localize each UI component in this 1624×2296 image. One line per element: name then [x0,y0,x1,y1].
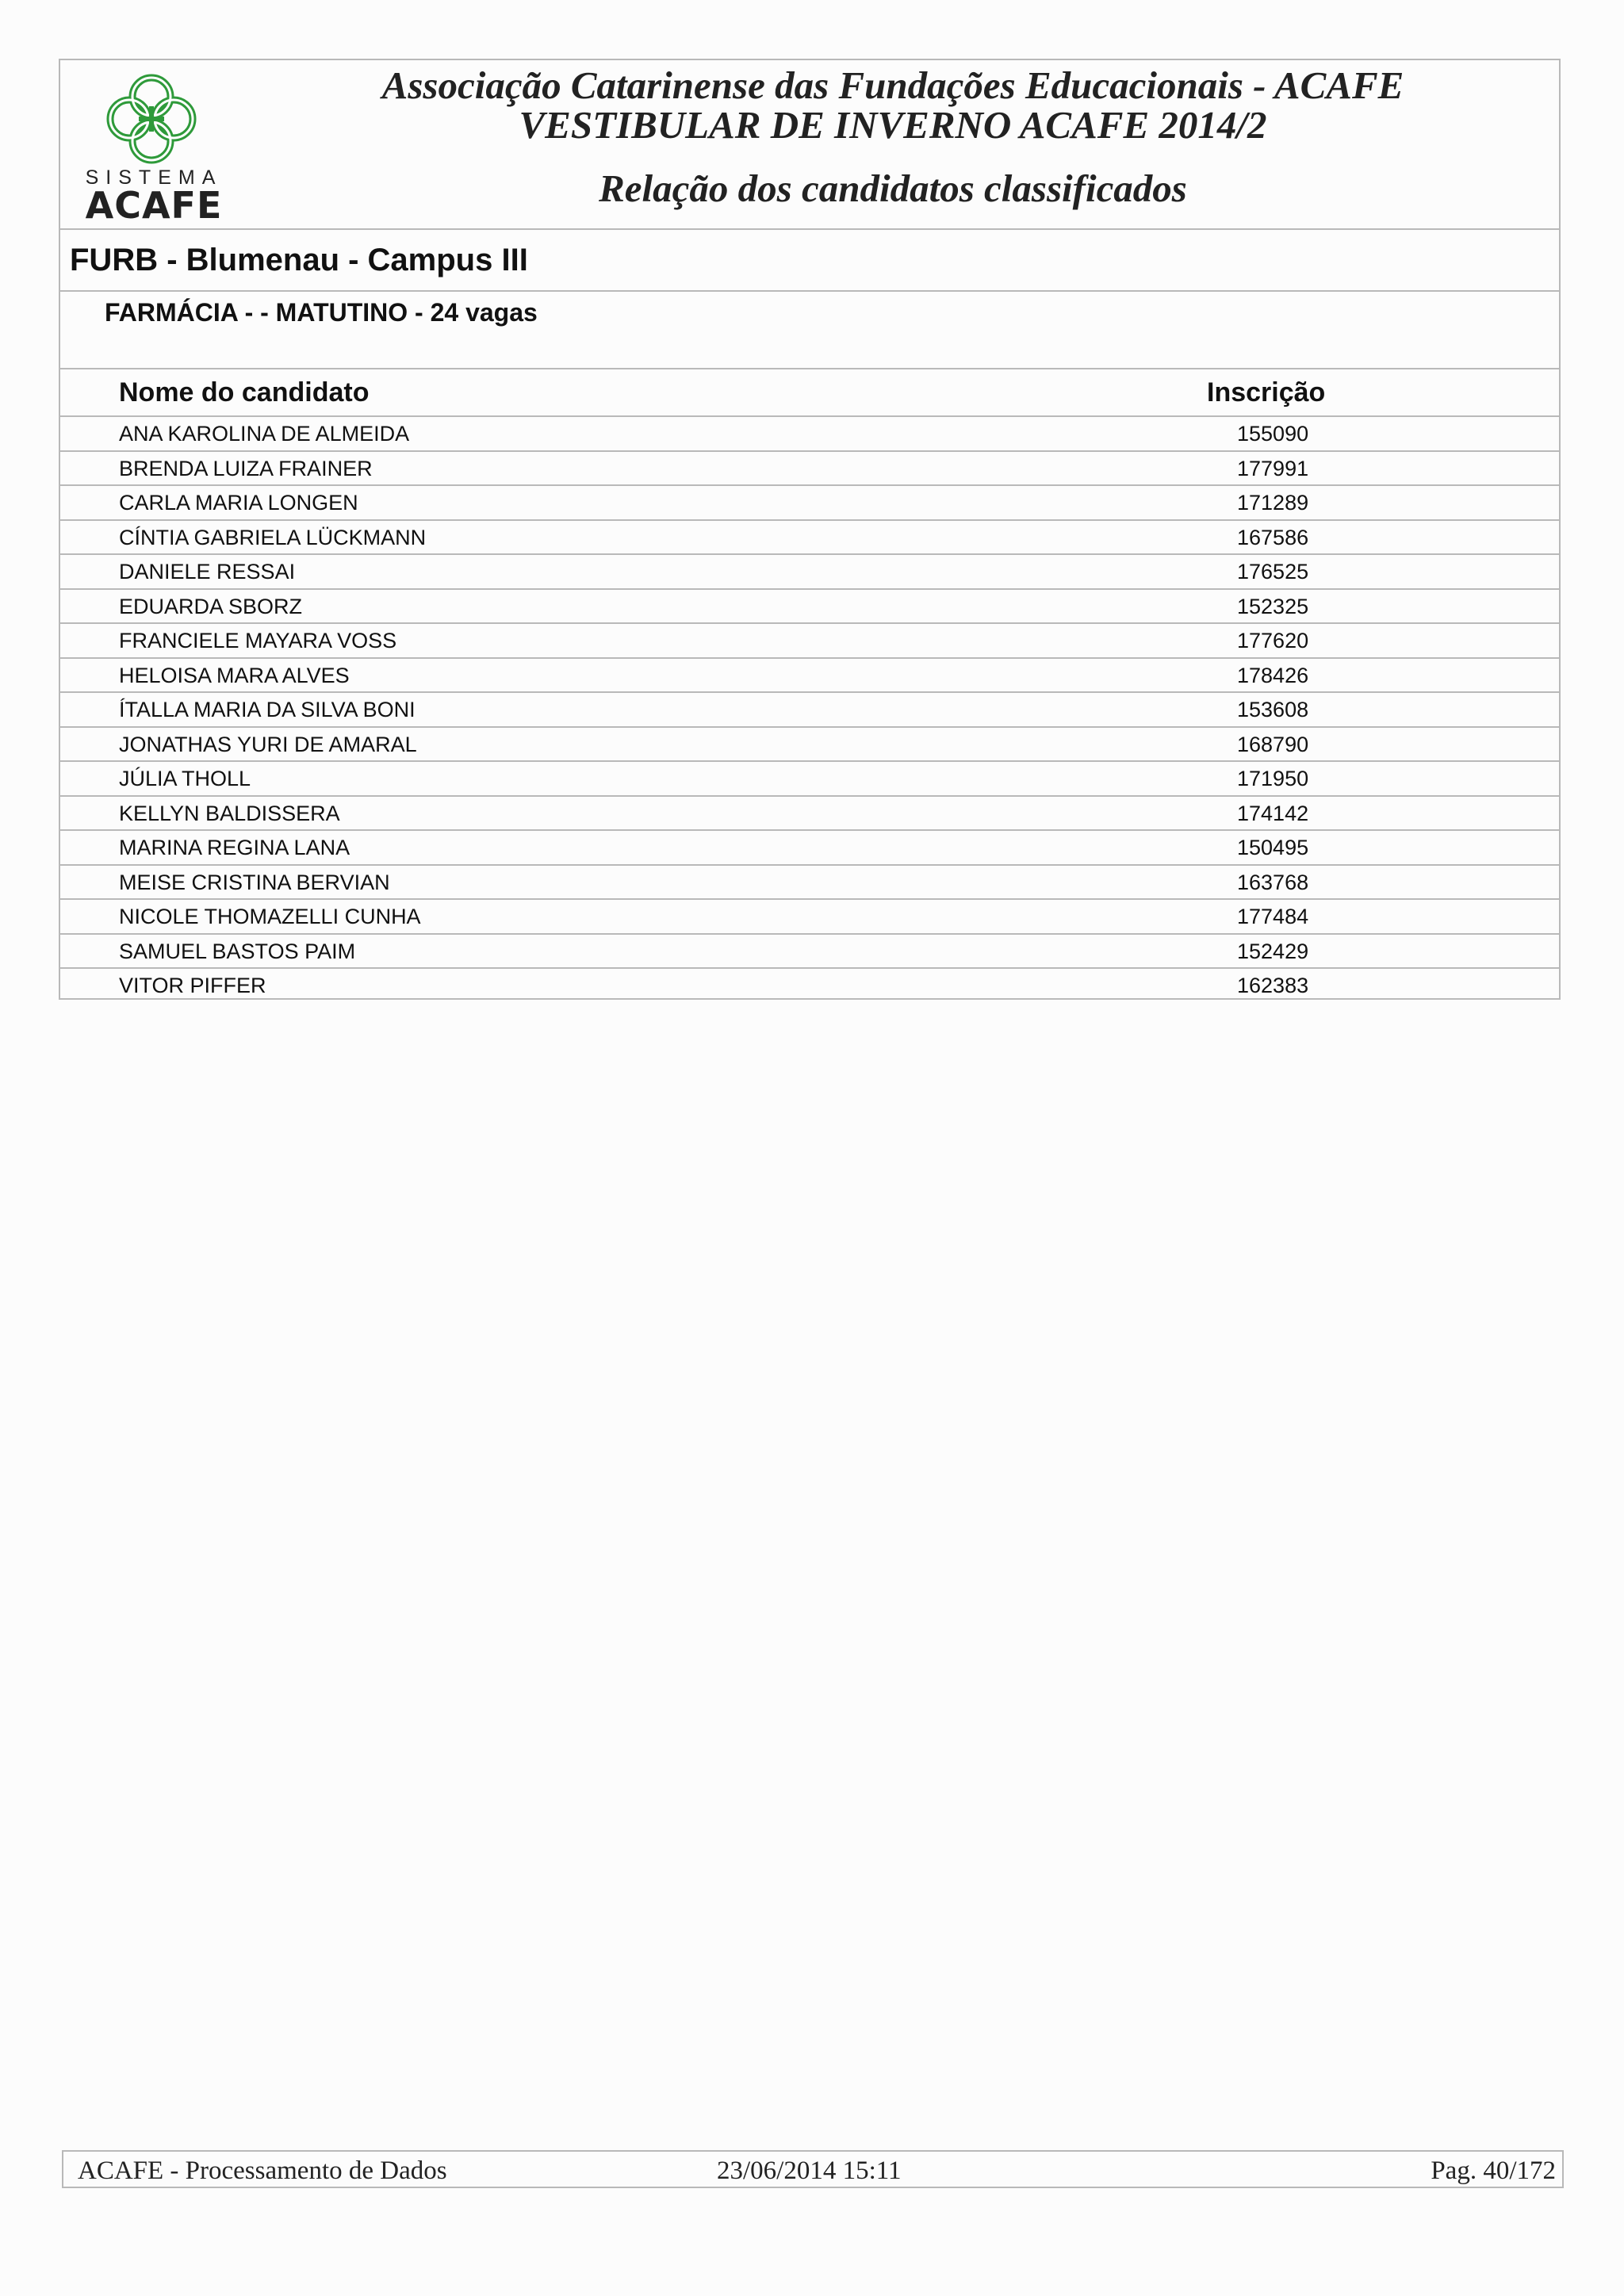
campus-section [60,230,1559,292]
candidate-inscricao: 163768 [1237,870,1309,894]
acafe-knot-icon [100,71,203,166]
candidate-inscricao: 171289 [1237,491,1309,515]
candidate-name: ÍTALLA MARIA DA SILVA BONI [119,698,416,721]
document-sheet [59,59,1561,1000]
logo-sistema-text: SISTEMA [85,166,223,189]
column-header-name: Nome do candidato [119,377,370,408]
table-row [60,866,1559,901]
candidate-inscricao: 176525 [1237,560,1309,584]
table-row [60,659,1559,694]
candidate-name: MEISE CRISTINA BERVIAN [119,870,390,894]
table-row [60,762,1559,797]
campus-title: FURB - Blumenau - Campus III [70,243,528,277]
table-row [60,521,1559,556]
candidate-inscricao: 168790 [1237,732,1309,756]
course-title: FARMÁCIA - - MATUTINO - 24 vagas [105,298,538,327]
candidate-name: ANA KAROLINA DE ALMEIDA [119,422,410,446]
candidate-inscricao: 174142 [1237,801,1309,825]
document-header [60,60,1559,230]
candidate-inscricao: 162383 [1237,974,1309,997]
candidate-inscricao: 150495 [1237,836,1309,859]
candidate-name: MARINA REGINA LANA [119,836,350,859]
header-exam-title: VESTIBULAR DE INVERNO ACAFE 2014/2 [519,103,1267,147]
candidate-name: CARLA MARIA LONGEN [119,491,358,515]
acafe-logo [76,71,223,227]
candidate-name: FRANCIELE MAYARA VOSS [119,629,397,652]
footer-department: ACAFE - Processamento de Dados [78,2156,447,2185]
table-row [60,728,1559,763]
candidate-table-body [60,417,1559,1004]
header-title: Associação Catarinense das Fundações Educacionais - ACAFE [381,63,1404,107]
table-row [60,417,1559,452]
candidate-inscricao: 171950 [1237,767,1309,790]
table-row [60,624,1559,659]
candidate-inscricao: 155090 [1237,422,1309,446]
page-footer [62,2150,1564,2188]
candidate-inscricao: 177484 [1237,905,1309,928]
table-row [60,969,1559,1004]
table-row [60,486,1559,521]
candidate-inscricao: 177991 [1237,456,1309,480]
candidate-inscricao: 152325 [1237,594,1309,618]
candidate-name: JONATHAS YURI DE AMARAL [119,732,417,756]
candidate-inscricao: 167586 [1237,525,1309,549]
table-row [60,797,1559,832]
column-header-inscricao: Inscrição [1207,377,1326,408]
table-row [60,590,1559,625]
footer-timestamp: 23/06/2014 15:11 [717,2156,902,2185]
candidate-inscricao: 178426 [1237,663,1309,687]
candidate-inscricao: 177620 [1237,629,1309,652]
candidate-name: SAMUEL BASTOS PAIM [119,939,356,963]
candidate-name: KELLYN BALDISSERA [119,801,340,825]
table-row [60,452,1559,487]
candidate-name: CÍNTIA GABRIELA LÜCKMANN [119,525,427,549]
candidate-inscricao: 153608 [1237,698,1309,721]
footer-page-number: Pag. 40/172 [1431,2156,1556,2185]
table-row [60,555,1559,590]
candidate-name: BRENDA LUIZA FRAINER [119,456,373,480]
table-row [60,693,1559,728]
table-row [60,900,1559,935]
logo-acafe-text: ACAFE [85,184,223,227]
candidate-name: EDUARDA SBORZ [119,594,303,618]
candidate-name: HELOISA MARA ALVES [119,663,350,687]
table-row [60,935,1559,970]
candidate-name: DANIELE RESSAI [119,560,296,584]
header-subtitle: Relação dos candidatos classificados [599,166,1187,210]
candidate-name: VITOR PIFFER [119,974,266,997]
table-header [60,369,1559,417]
course-section [60,292,1559,369]
candidate-name: JÚLIA THOLL [119,767,251,790]
candidate-name: NICOLE THOMAZELLI CUNHA [119,905,421,928]
table-row [60,831,1559,866]
candidate-inscricao: 152429 [1237,939,1309,963]
